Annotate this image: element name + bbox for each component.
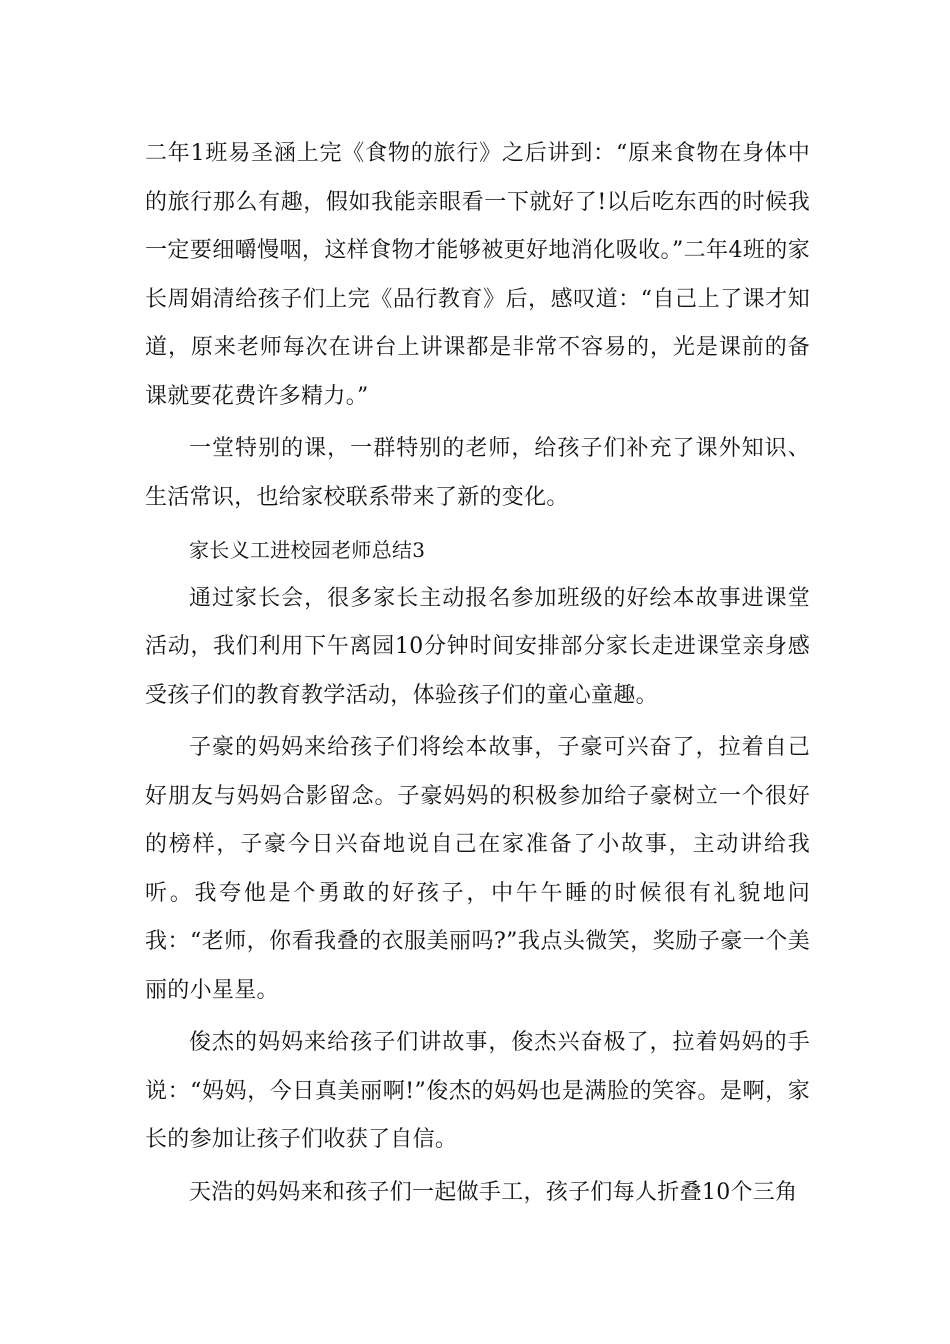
paragraph-2: 一堂特别的课，一群特别的老师，给孩子们补充了课外知识、生活常识，也给家校联系带来了新的变化。 bbox=[145, 436, 810, 510]
document-page bbox=[145, 130, 810, 1217]
paragraph-1: 二年1班易圣涵上完《食物的旅行》之后讲到：“原来食物在身体中的旅行那么有趣，假如我能亲眼看一下就好了!以后吃东西的时候我一定要细嚼慢咽，这样食物才能够被更好地消化吸收。”二年4班的家长周娟清给孩子们上完《品行教育》后，感叹道：“自己上了课才知道，原来老师每次在讲台上讲课都是非常不容易的，光是课前的备课就要花费许多精力。” bbox=[145, 141, 810, 409]
paragraph-4: 子豪的妈妈来给孩子们将绘本故事，子豪可兴奋了，拉着自己好朋友与妈妈合影留念。子豪妈妈的积极参加给子豪树立一个很好的榜样，子豪今日兴奋地说自己在家准备了小故事，主动讲给我听。我夸他是个勇敢的好孩子，中午午睡的时候很有礼貌地问我：“老师，你看我叠的衣服美丽吗?”我点头微笑，奖励子豪一个美丽的小星星。 bbox=[145, 735, 810, 1003]
section-heading: 家长义工进校园老师总结3 bbox=[189, 538, 426, 562]
paragraph-6: 天浩的妈妈来和孩子们一起做手工，孩子们每人折叠10个三角 bbox=[189, 1179, 798, 1205]
paragraph-3: 通过家长会，很多家长主动报名参加班级的好绘本故事进课堂活动，我们利用下午离园10分钟时间安排部分家长走进课堂亲身感受孩子们的教育教学活动，体验孩子们的童心童趣。 bbox=[145, 585, 810, 708]
paragraph-5: 俊杰的妈妈来给孩子们讲故事，俊杰兴奋极了，拉着妈妈的手说：“妈妈，今日真美丽啊!”俊杰的妈妈也是满脸的笑容。是啊，家长的参加让孩子们收获了自信。 bbox=[145, 1030, 810, 1152]
